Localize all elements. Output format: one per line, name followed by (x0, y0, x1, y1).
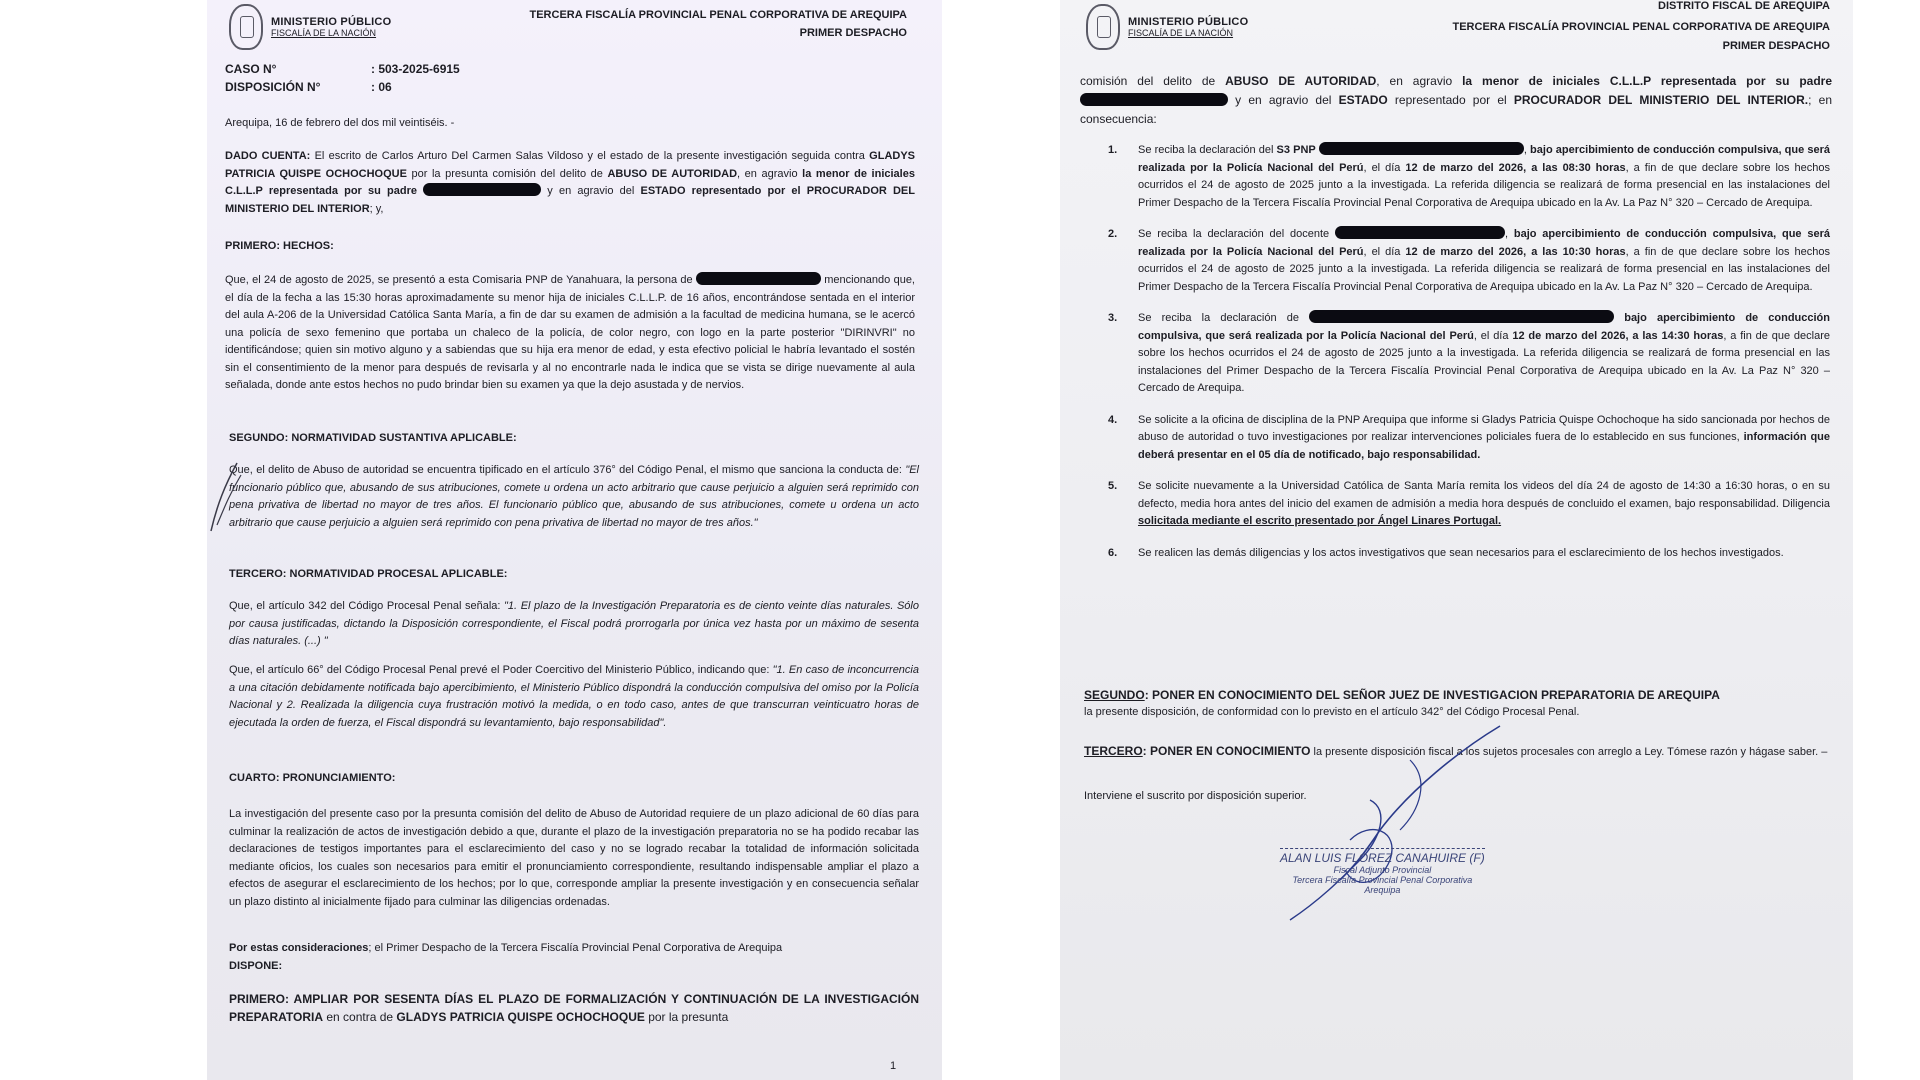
victim-minor: la menor de iniciales C.L.L.P representada por su padre (225, 167, 915, 197)
redaction-bar (1309, 310, 1614, 323)
resolutive-primero (229, 990, 919, 1026)
intro-text: ; en consecuencia: (1080, 93, 1832, 126)
tercero-label: TERCERO (1084, 744, 1143, 758)
redaction-bar (1080, 93, 1228, 106)
district-label: DISTRITO FISCAL DE AREQUIPA (1658, 0, 1830, 12)
considerations-lead: Por estas consideraciones (229, 942, 369, 954)
logo-subtitle: FISCALÍA DE LA NACIÓN (1128, 28, 1234, 38)
disposition-number: : 06 (371, 80, 392, 94)
item-text: Se solicite nuevamente a la Universidad Católica de Santa María remita los videos del día 24 de agosto de 14:30 a 16:30 horas, o en su defecto, media hora antes del inicio del examen de admisión a media hora después de concluido el examen, bajo responsabilidad. Diligencia (1138, 480, 1830, 510)
procesal-paragraph-1 (229, 598, 919, 651)
accused-name: GLADYS PATRICIA QUISPE OCHOCHOQUE (396, 1010, 645, 1024)
ministerio-logo (229, 4, 391, 50)
tercero-text: la presente disposición fiscal a los sujetos procesales con arreglo a Ley. Tómese razón y hágase saber. – (1310, 746, 1828, 758)
document-page-1 (207, 0, 942, 1080)
article-342-quote: "1. El plazo de la Investigación Preparatoria es de ciento veinte días naturales. Sólo por causa justificadas, dictando la Disposición correspondiente, el Fiscal podrá prorrogarla por única vez hasta por un máximo de sesenta días naturales. (...) " (229, 600, 919, 647)
state-party: ESTADO representado por el PROCURADOR DEL MINISTERIO DEL INTERIOR (225, 185, 915, 215)
redaction-bar (1335, 226, 1505, 239)
hechos-paragraph (225, 272, 915, 395)
item-text: , (1504, 228, 1514, 240)
intro-text: y en agravio del (1228, 93, 1339, 107)
diligence-item (1108, 310, 1830, 398)
heading-cuarto: CUARTO: PRONUNCIAMIENTO: (229, 772, 396, 784)
intro-text: representado por el (1387, 93, 1514, 107)
signer-city: Arequipa (1364, 885, 1401, 895)
item-date: 12 de marzo del 2026, a las 14:30 horas (1512, 329, 1724, 342)
item-text: Se realicen las demás diligencias y los actos investigativos que sean necesarios para el esclarecimiento de los hechos investigados. (1138, 546, 1784, 559)
item-number: 4. (1108, 413, 1118, 426)
article-66-quote: "1. En caso de inconcurrencia a una citación debidamente notificada bajo apercibimiento, el Ministerio Público dispondrá la conducción compulsiva del omiso por la Policía Nacional y 2. Realizada la diligencia cuya frustración motivó la medida, o en todo caso, antes de que transcurran veinticuatro horas de ejecutada la orden de fuerza, el Fiscal dispondrá su levantamiento, bajo responsabilidad". (229, 664, 919, 729)
dado-cuenta-text: , en agravio (737, 167, 803, 180)
item-bold: información que deberá presentar en el 05 día de notificado, bajo responsabilidad. (1138, 431, 1830, 461)
considerations-paragraph (229, 940, 919, 975)
office-line-2: PRIMER DESPACHO (1722, 40, 1830, 52)
victim-minor: la menor de iniciales C.L.L.P representada por su padre (1462, 74, 1833, 88)
item-text: , a fin de que declare sobre los hechos ocurridos el 24 de agosto de 2025 junto a la investigada. La referida diligencia se realizará de forma presencial en las instalaciones del Primer Despacho de la Tercera Fiscalía Provincial Penal Corporativa de Arequipa ubicado en la Av. La Paz N° 320 – Cercado de Arequipa. (1138, 245, 1831, 293)
redaction-bar (696, 272, 821, 285)
item-text: , a fin de que declare sobre los hechos ocurridos el 24 de agosto de 2025 junto a la investigada. La referida diligencia se realizará de forma presencial en las instalaciones del Primer Despacho de la Tercera Fiscalía Provincial Penal Corporativa de Arequipa ubicado en la Av. La Paz N° 320 – Cercado de Arequipa. (1138, 329, 1831, 394)
office-line-2: PRIMER DESPACHO (799, 27, 907, 39)
item-text: , a fin de que declare sobre los hechos ocurridos el 24 de agosto de 2025 junto a la investigada. La referida diligencia se realizará de forma presencial en las instalaciones del Primer Despacho de la Tercera Fiscalía Provincial Penal Corporativa de Arequipa ubicado en la Av. La Paz N° 320 – Cercado de Arequipa. (1138, 161, 1831, 209)
item-text: , (1523, 144, 1531, 156)
diligence-item (1108, 226, 1830, 296)
item-text (1614, 312, 1624, 324)
case-label: CASO N° (225, 62, 277, 76)
case-info (225, 60, 460, 96)
item-number: 3. (1108, 312, 1118, 324)
office-header (1360, 18, 1830, 56)
interviene-line: Interviene el suscrito por disposición superior. (1084, 790, 1307, 802)
page-number: 1 (890, 1060, 897, 1072)
considerations-text: ; el Primer Despacho de la Tercera Fiscalía Provincial Penal Corporativa de Arequipa (368, 942, 783, 954)
logo-title: MINISTERIO PÚBLICO (271, 16, 392, 28)
intro-text: comisión del delito de (1080, 74, 1226, 88)
item-date: 12 de marzo del 2026, a las 08:30 horas (1405, 161, 1626, 174)
dispone-label: DISPONE: (229, 959, 283, 972)
item-date: 12 de marzo del 2026, a las 10:30 horas (1405, 245, 1626, 258)
accused-name: GLADYS PATRICIA QUISPE OCHOCHOQUE (225, 150, 916, 180)
item-text: Se reciba la declaración de (1138, 312, 1310, 324)
item-text: , el día (1363, 161, 1406, 174)
resolutive-text: por la presunta (644, 1010, 729, 1024)
office-header (467, 6, 907, 42)
logo-title: MINISTERIO PÚBLICO (1128, 16, 1249, 28)
heading-primero: PRIMERO: HECHOS: (225, 240, 334, 252)
dado-cuenta-lead: DADO CUENTA: (225, 150, 311, 162)
margin-mark-icon (207, 455, 247, 535)
dado-cuenta-text: El escrito de Carlos Arturo Del Carmen Salas Vildoso y el estado de la presente investigación seguida contra (310, 150, 870, 162)
signature-stamp (1280, 848, 1485, 895)
dado-cuenta-text: y en agravio del (541, 185, 641, 197)
crime-name: ABUSO DE AUTORIDAD (1225, 74, 1377, 88)
dado-cuenta-paragraph (225, 148, 915, 218)
item-underlined: solicitada mediante el escrito presentado por Ángel Linares Portugal. (1138, 515, 1502, 527)
state-party: ESTADO (1338, 93, 1388, 107)
item-number: 5. (1108, 480, 1118, 492)
diligence-item (1108, 545, 1830, 563)
logo-subtitle: FISCALÍA DE LA NACIÓN (271, 28, 377, 38)
dado-cuenta-text: por la presunta comisión del delito de (406, 167, 608, 180)
crime-name: ABUSO DE AUTORIDAD (607, 167, 738, 180)
item-rank: S3 PNP (1276, 144, 1316, 156)
diligence-item (1108, 142, 1830, 212)
redaction-bar (1319, 142, 1524, 155)
signer-office: Tercera Fiscalía Provincial Penal Corporativa (1292, 875, 1473, 885)
handwritten-signature-icon (1260, 720, 1520, 930)
signer-name: ALAN LUIS FLOREZ CANAHUIRE (F) (1280, 848, 1485, 865)
hechos-text: mencionando que, el día de la fecha a las 15:30 horas aproximadamente su menor hija de iniciales C.L.L.P. de 16 años, encontrándose sentada en el interior del aula A-206 de la Universidad Católica Santa María, a fin de dar su examen de admisión a la facultad de medicina humana, se le acercó una policía de sexo femenino que portaba un chaleco de la policía, de color negro, con logo en la parte posterior "DIRINVRI" no identificándose; quien sin motivo alguno y a sabiendas que su hija era menor de edad, y esta efectivo policial le habría levantado el sostén sin el consentimiento de la menor para después de revisarla y al no encontrarle nada le indica que se vista se dirige nuevamente al aula señalada, donde ante estos hechos no pudo brindar bien su examen ya que la dejo asustada y de nervios. (225, 274, 915, 391)
procesal-text: Que, el artículo 66° del Código Procesal Penal prevé el Poder Coercitivo del Ministerio Público, indicando que: (229, 664, 773, 676)
sustantiva-paragraph (229, 462, 919, 532)
shield-seal-icon (229, 4, 263, 50)
diligence-item (1108, 478, 1830, 531)
dado-cuenta-text: ; y, (369, 202, 384, 215)
resolutive-heading: PRIMERO: AMPLIAR POR SESENTA DÍAS EL PLAZO DE FORMALIZACIÓN Y CONTINUACIÓN DE LA INVESTIGACIÓN PREPARATORIA (229, 992, 919, 1024)
item-text: Se solicite a la oficina de disciplina de la PNP Arequipa que informe si Gladys Patricia Quispe Ochochoque ha sido sancionada por hechos de abuso de autoridad o tuvo investigaciones por realizar intervenciones policiales fuera de lo establecido en sus funciones, (1138, 413, 1830, 443)
document-date: Arequipa, 16 de febrero del dos mil veintiséis. - (225, 117, 455, 129)
item-number: 1. (1108, 144, 1118, 156)
item-number: 2. (1108, 228, 1118, 240)
procesal-text: Que, el artículo 342 del Código Procesal Penal señala: (229, 600, 505, 612)
hechos-text: Que, el 24 de agosto de 2025, se presentó a esta Comisaria PNP de Yanahuara, la persona de (225, 274, 693, 286)
segundo-heading: : PONER EN CONOCIMIENTO DEL SEÑOR JUEZ DE INVESTIGACION PREPARATORIA DE AREQUIPA (1144, 688, 1720, 702)
disposition-label: DISPOSICIÓN N° (225, 80, 321, 94)
office-line-1: TERCERA FISCALÍA PROVINCIAL PENAL CORPORATIVA DE AREQUIPA (1452, 21, 1830, 33)
redaction-bar (423, 183, 541, 196)
segundo-text: la presente disposición, de conformidad con lo previsto en el artículo 342° del Código Procesal Penal. (1084, 706, 1580, 718)
intro-paragraph (1080, 72, 1832, 129)
item-text: , el día (1363, 245, 1406, 258)
item-bold: bajo apercibimiento de conducción compulsiva, que será realizada por la Policía Nacional del Perú (1138, 144, 1830, 174)
item-number: 6. (1108, 546, 1118, 559)
sustantiva-text: Que, el delito de Abuso de autoridad se encuentra tipificado en el artículo 376° del Código Penal, el mismo que sanciona la conducta de: (229, 464, 906, 476)
segundo-label: SEGUNDO (1084, 688, 1145, 702)
signer-role: Fiscal Adjunto Provincial (1333, 865, 1432, 875)
item-text: Se reciba la declaración del docente (1138, 228, 1335, 240)
diligence-item (1108, 412, 1830, 465)
heading-tercero: TERCERO: NORMATIVIDAD PROCESAL APLICABLE: (229, 568, 508, 580)
office-line-1: TERCERA FISCALÍA PROVINCIAL PENAL CORPORATIVA DE AREQUIPA (529, 9, 907, 21)
item-text: Se reciba la declaración del (1138, 144, 1277, 156)
diligences-list (1108, 142, 1830, 576)
heading-segundo: SEGUNDO: NORMATIVIDAD SUSTANTIVA APLICABLE: (229, 432, 517, 444)
pronunciamiento-paragraph: La investigación del presente caso por la presunta comisión del delito de Abuso de Autoridad requiere de un plazo adicional de 60 días para culminar la realización de actos de investigación debido a que, durante el plazo de la investigación preparatoria no se ha podido recabar las declaraciones de testigos importantes para el esclarecimiento del caso y no se logrado recabar la totalidad de información solicitada mediante oficios, los cuales son necesarios para emitir el pronunciamiento correspondiente, resultando indispensable ampliar el plazo a efectos de asegurar el esclarecimiento de los hechos; por lo que, corresponde ampliar la presente investigación y en consecuencia señalar un plazo distinto al inicialmente fijado para culminar las diligencias ordenadas. (229, 808, 919, 908)
intro-text: , en agravio (1376, 74, 1463, 88)
case-number: : 503-2025-6915 (371, 62, 460, 76)
procesal-paragraph-2 (229, 662, 919, 732)
article-376-quote: "El funcionario público que, abusando de sus atribuciones, comete u ordena un acto arbitrario que cause perjuicio a alguien será reprimido con pena privativa de libertad no mayor de tres años. El funcionario público que, abusando de sus atribuciones, comete u ordena un acto arbitrario que cause perjuicio a alguien será reprimido con pena privativa de libertad no mayor de tres años." (229, 464, 919, 529)
document-page-2 (1060, 0, 1853, 1080)
ministerio-logo (1086, 4, 1248, 50)
resolutive-text: en contra de (323, 1010, 397, 1024)
procurador: PROCURADOR DEL MINISTERIO DEL INTERIOR. (1513, 93, 1809, 107)
tercero-heading: : PONER EN CONOCIMIENTO (1142, 744, 1311, 758)
item-text: , el día (1473, 329, 1513, 342)
item-bold: bajo apercibimiento de conducción compulsiva, que será realizada por la Policía Nacional del Perú (1138, 228, 1830, 258)
shield-seal-icon (1086, 4, 1120, 50)
resolutive-segundo (1084, 686, 1832, 722)
item-bold: bajo apercibimiento de conducción compulsiva, que será realizada por la Policía Nacional del Perú (1138, 312, 1830, 342)
